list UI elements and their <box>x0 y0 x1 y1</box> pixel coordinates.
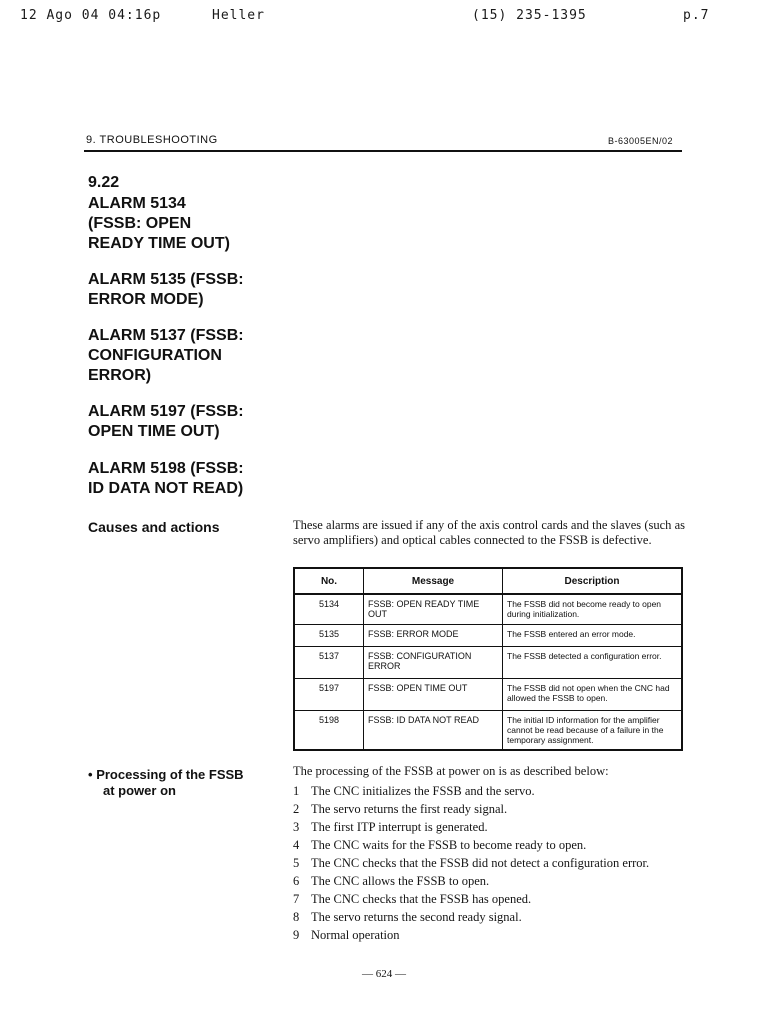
processing-heading-line1: Processing of the FSSB <box>96 767 244 782</box>
title-line: CONFIGURATION <box>88 347 222 364</box>
alarm-description: The FSSB entered an error mode. <box>503 624 683 646</box>
document-code: B-63005EN/02 <box>608 136 674 146</box>
alarm-description: The initial ID information for the amplifier cannot be read because of a failure in the temporary assignment. <box>503 710 683 750</box>
step-number: 6 <box>293 874 300 888</box>
step-number: 7 <box>293 892 300 906</box>
step-text: Normal operation <box>311 928 400 942</box>
step-text: The CNC allows the FSSB to open. <box>311 874 490 888</box>
alarm-title-5197 <box>88 402 244 442</box>
step-text: The CNC waits for the FSSB to become ready to open. <box>311 838 587 852</box>
column-header-no: No. <box>294 568 364 594</box>
alarm-description: The FSSB did not open when the CNC had allowed the FSSB to open. <box>503 678 683 710</box>
step-text: The first ITP interrupt is generated. <box>311 820 488 834</box>
alarm-message: FSSB: CONFIGURATION ERROR <box>364 646 503 678</box>
bullet-icon: • <box>88 767 93 782</box>
list-item <box>293 836 649 854</box>
step-number: 5 <box>293 856 300 870</box>
list-item <box>293 800 649 818</box>
fax-phone: (15) 235-1395 <box>472 8 587 23</box>
list-item <box>293 782 649 800</box>
table-row <box>294 594 682 624</box>
step-number: 3 <box>293 820 300 834</box>
title-line: ALARM 5198 (FSSB: <box>88 460 244 477</box>
list-item <box>293 890 649 908</box>
title-line: ALARM 5197 (FSSB: <box>88 403 244 420</box>
step-text: The servo returns the first ready signal. <box>311 802 508 816</box>
section-number: 9.22 <box>88 174 120 191</box>
chapter-heading: 9. TROUBLESHOOTING <box>86 134 218 146</box>
fax-date: 12 Ago 04 04:16p <box>20 8 162 23</box>
alarm-message: FSSB: OPEN READY TIME OUT <box>364 594 503 624</box>
table-row <box>294 624 682 646</box>
alarm-title-5134 <box>88 194 230 254</box>
title-line: READY TIME OUT) <box>88 235 230 252</box>
table-row <box>294 710 682 750</box>
alarm-number: 5137 <box>294 646 364 678</box>
processing-steps <box>293 782 649 944</box>
step-number: 4 <box>293 838 300 852</box>
list-item <box>293 818 649 836</box>
step-number: 2 <box>293 802 300 816</box>
list-item <box>293 908 649 926</box>
alarm-description: The FSSB did not become ready to open during initialization. <box>503 594 683 624</box>
title-line: ERROR) <box>88 367 152 384</box>
alarm-number: 5197 <box>294 678 364 710</box>
list-item <box>293 926 649 944</box>
column-header-description: Description <box>503 568 683 594</box>
step-number: 1 <box>293 784 300 798</box>
alarm-number: 5198 <box>294 710 364 750</box>
fax-page: p.7 <box>683 8 710 23</box>
processing-intro: The processing of the FSSB at power on is as described below: <box>293 764 609 778</box>
title-line: OPEN TIME OUT) <box>88 423 220 440</box>
step-text: The CNC checks that the FSSB has opened. <box>311 892 532 906</box>
alarm-message: FSSB: ID DATA NOT READ <box>364 710 503 750</box>
title-line: ALARM 5135 (FSSB: <box>88 271 244 288</box>
title-line: ALARM 5134 <box>88 195 186 212</box>
alarm-number: 5135 <box>294 624 364 646</box>
alarm-title-5137 <box>88 326 244 386</box>
alarm-number: 5134 <box>294 594 364 624</box>
step-text: The servo returns the second ready signal. <box>311 910 522 924</box>
step-number: 8 <box>293 910 300 924</box>
step-number: 9 <box>293 928 300 942</box>
alarm-description: The FSSB detected a configuration error. <box>503 646 683 678</box>
alarm-message: FSSB: ERROR MODE <box>364 624 503 646</box>
causes-intro: These alarms are issued if any of the axis control cards and the slaves (such as servo amplifiers) and optical cables connected to the FSSB is defective. <box>293 518 685 547</box>
title-line: (FSSB: OPEN <box>88 215 192 232</box>
alarm-message: FSSB: OPEN TIME OUT <box>364 678 503 710</box>
processing-heading <box>88 767 244 799</box>
step-text: The CNC initializes the FSSB and the servo. <box>311 784 535 798</box>
table-header-row <box>294 568 682 594</box>
title-line: ID DATA NOT READ) <box>88 480 244 497</box>
title-line: ERROR MODE) <box>88 291 204 308</box>
table-row <box>294 646 682 678</box>
header-rule <box>84 150 682 152</box>
page-number: — 624 — <box>362 968 406 980</box>
list-item <box>293 872 649 890</box>
step-text: The CNC checks that the FSSB did not detect a configuration error. <box>311 856 650 870</box>
alarm-title-5198 <box>88 459 244 499</box>
title-line: ALARM 5137 (FSSB: <box>88 327 244 344</box>
causes-heading: Causes and actions <box>88 519 220 535</box>
alarm-title-5135 <box>88 270 244 310</box>
table-row <box>294 678 682 710</box>
column-header-message: Message <box>364 568 503 594</box>
fax-sender: Heller <box>212 8 265 23</box>
processing-heading-line2: at power on <box>103 783 176 798</box>
alarm-table <box>293 567 683 751</box>
list-item <box>293 854 649 872</box>
